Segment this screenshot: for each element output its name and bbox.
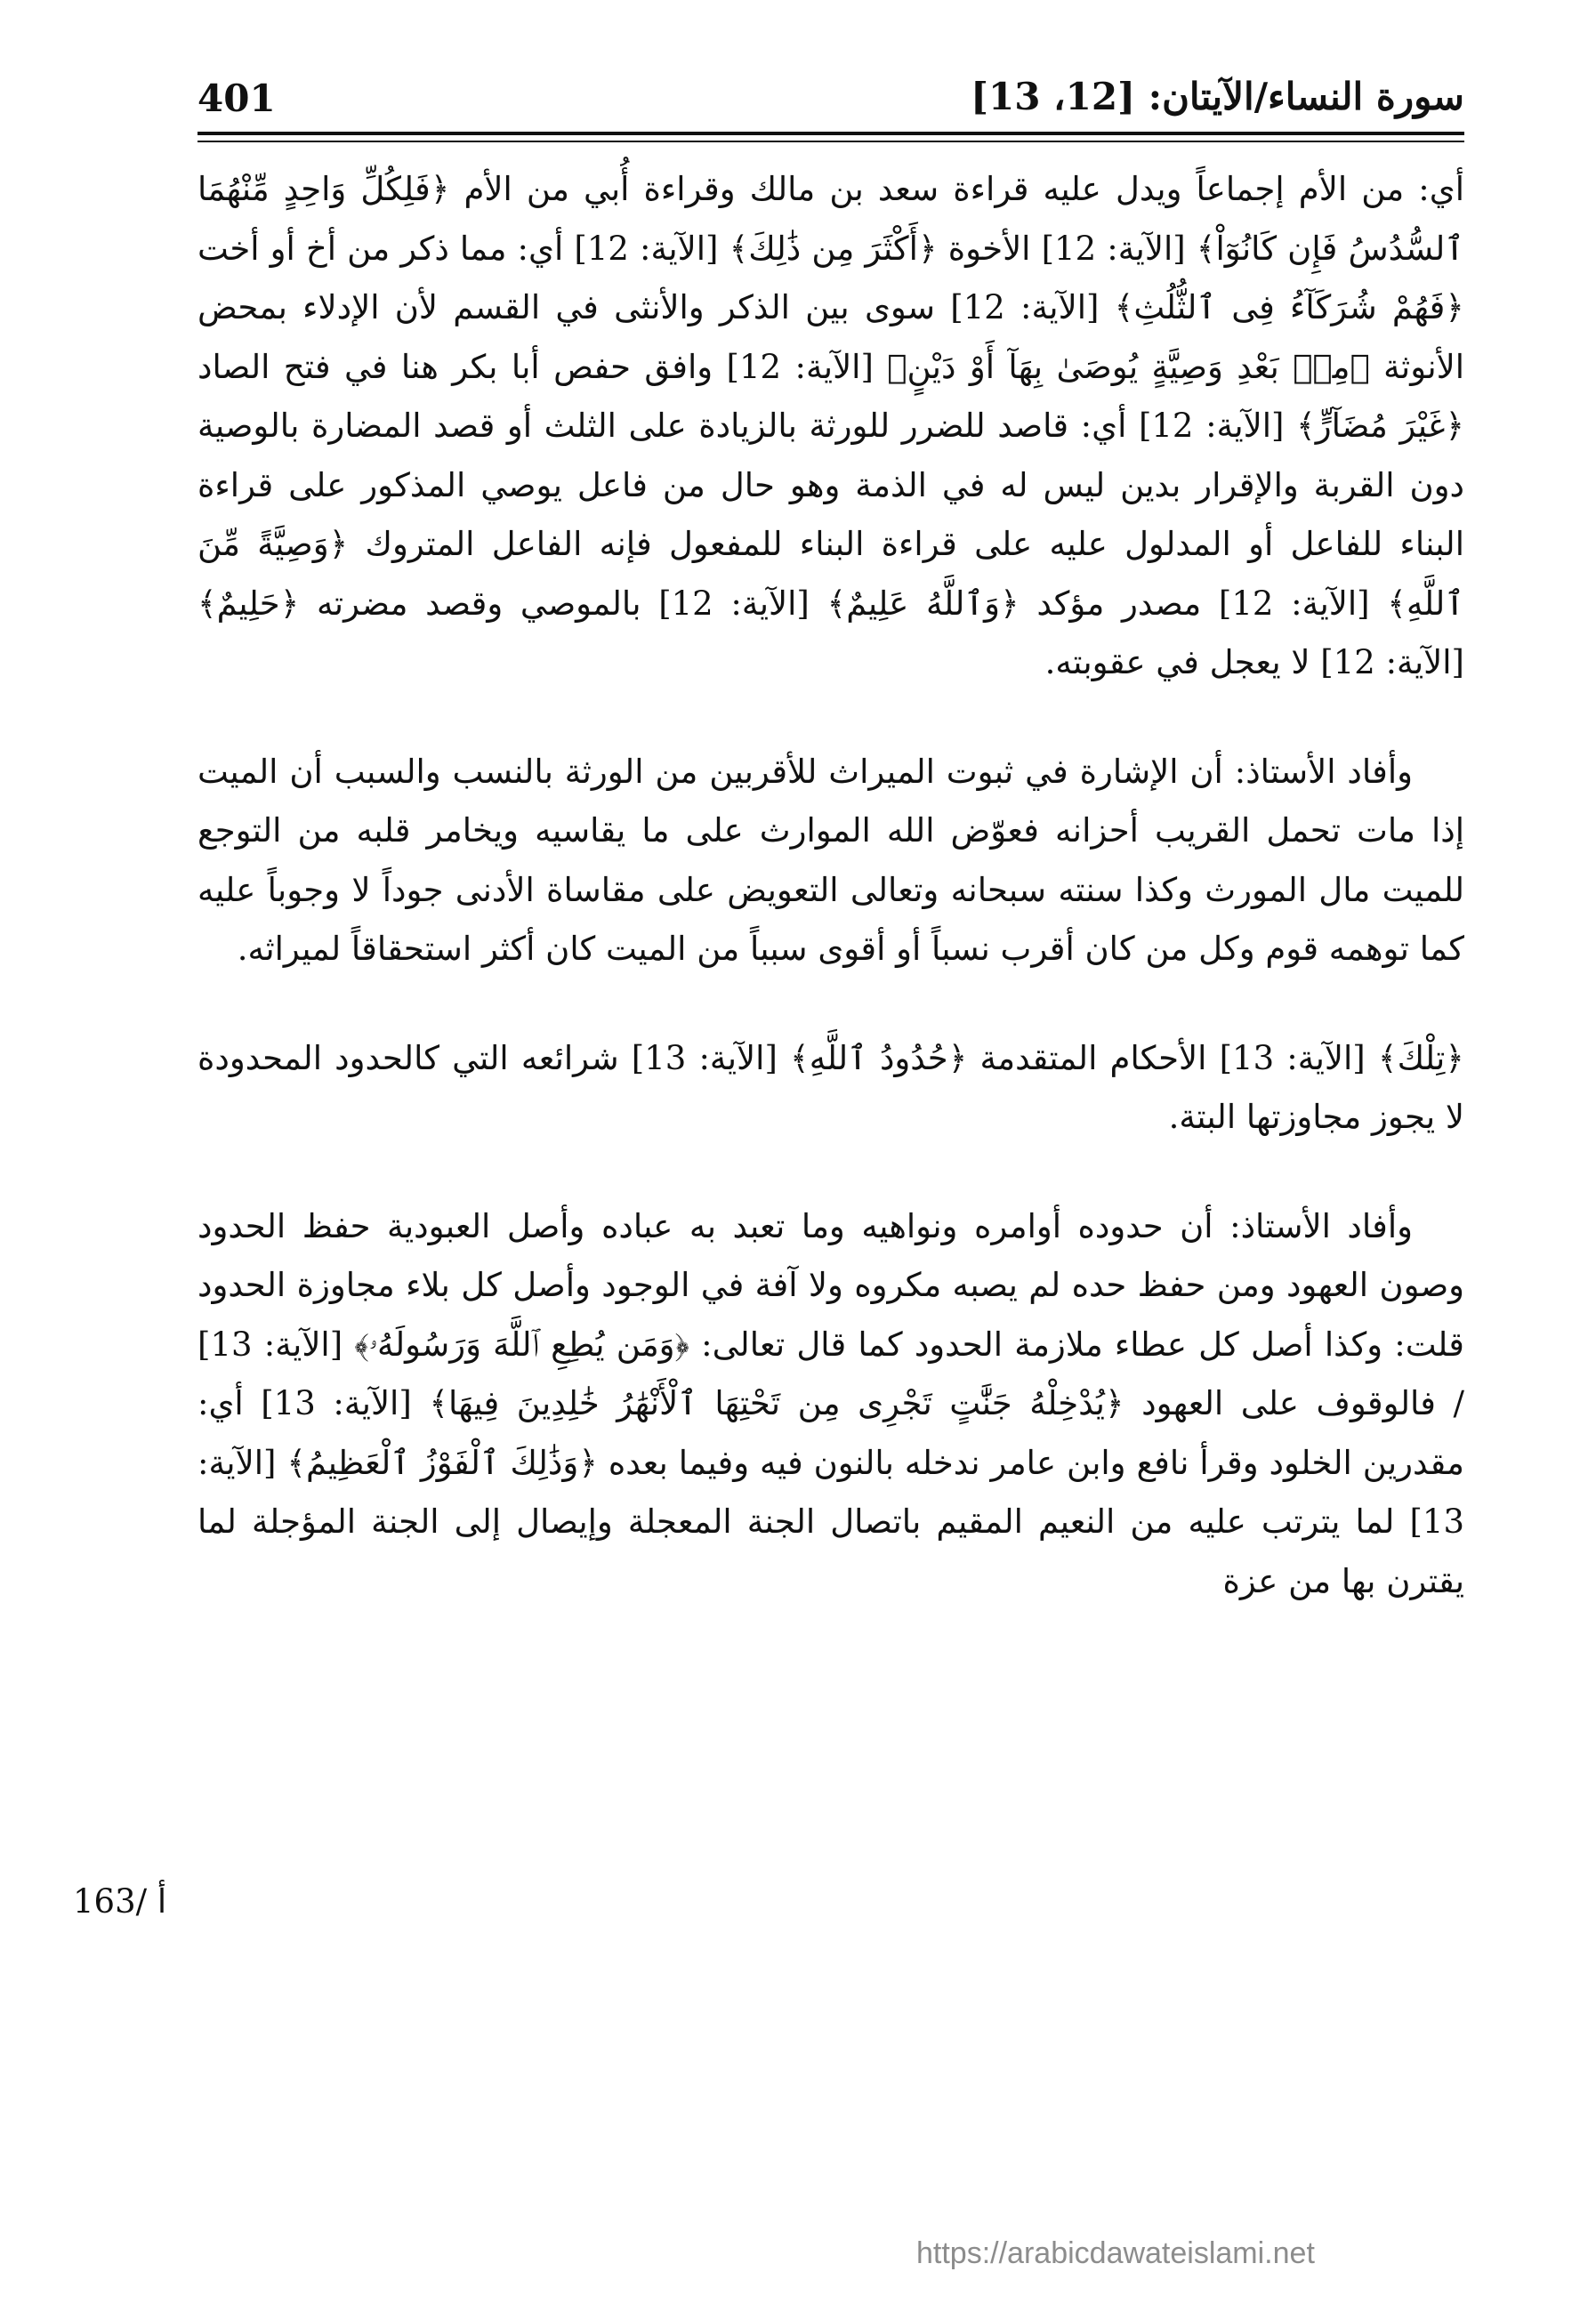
paragraph-commentary-verse-12: أي: من الأم إجماعاً ويدل عليه قراءة سعد بن مالك وقراءة أُبي من الأم ﴿فَلِكُلِّ وَاحِدٍ مِّنْهُمَا ٱلسُّدُسُ فَإِن كَانُوٓاْ﴾ [الآية: 12] الأخوة ﴿أَكْثَرَ مِن ذَٰلِكَ﴾ [الآية: 12] أي: مما ذكر من أخ أو أخت ﴿فَهُمْ شُرَكَآءُ فِى ٱلثُّلُثِ﴾ [الآية: 12] سوى بين الذكر والأنثى في القسم لأن الإدلاء بمحض الأنوثة ﴿مِنۢ بَعْدِ وَصِيَّةٍ يُوصَىٰ بِهَآ أَوْ دَيْنٍ﴾ [الآية: 12] وافق حفص أبا بكر هنا في فتح الصاد ﴿غَيْرَ مُضَآرٍّ﴾ [الآية: 12] أي: قاصد للضرر للورثة بالزيادة على الثلث أو قصد المضارة بالوصية دون القربة والإقرار بدين ليس له في الذمة وهو حال من فاعل يوصي المذكور على قراءة البناء للفاعل أو المدلول عليه على قراءة البناء للمفعول فإنه الفاعل المتروك ﴿وَصِيَّةً مِّنَ ٱللَّهِ﴾ [الآية: 12] مصدر مؤكد ﴿وَٱللَّهُ عَلِيمٌ﴾ [الآية: 12] بالموصي وقصد مضرته ﴿حَلِيمٌ﴾ [الآية: 12] لا يعجل في عقوبته. (197, 170, 1465, 681)
header-rule-thin (197, 141, 1464, 142)
margin-folio-note: 163/ أ (73, 1882, 167, 1921)
paragraph-ustadh-note-1: وأفاد الأستاذ: أن الإشارة في ثبوت الميراث للأقربين من الورثة بالنسب والسبب أن الميت إذا مات تحمل القريب أحزانه فعوّض الله الموارث على ما يقاسيه ويخامر قلبه من التوجع للميت مال المورث وكذا سنته سبحانه وتعالى التعويض على مقاساة الأدنى جوداً لا وجوباً عليه كما توهمه قوم وكل من كان أقرب نسباً أو أقوى سبباً من الميت كان أكثر استحقاقاً لميراثه. (197, 752, 1464, 968)
body-text (197, 160, 1464, 1611)
page-number: 401 (197, 77, 276, 120)
surah-title: سورة النساء/الآيتان: [12، 13] (971, 75, 1464, 118)
paragraph-ustadh-note-2: وأفاد الأستاذ: أن حدوده أوامره ونواهيه وما تعبد به عباده وأصل العبودية حفظ الحدود وصون العهود ومن حفظ حده لم يصبه مكروه ولا آفة في الوجود وأصل كل بلاء مجاوزة الحدود قلت: وكذا أصل كل عطاء ملازمة الحدود كما قال تعالى: ﴿وَمَن يُطِعِ ٱللَّهَ وَرَسُولَهُۥ﴾ [الآية: 13] / فالوقوف على العهود ﴿يُدْخِلْهُ جَنَّٰتٍ تَجْرِى مِن تَحْتِهَا ٱلْأَنْهَٰرُ خَٰلِدِينَ فِيهَا﴾ [الآية: 13] أي: مقدرين الخلود وقرأ نافع وابن عامر ندخله بالنون فيه وفيما بعده ﴿وَذَٰلِكَ ٱلْفَوْزُ ٱلْعَظِيمُ﴾ [الآية: 13] لما يترتب عليه من النعيم المقيم باتصال الجنة المعجلة وإيصال إلى الجنة المؤجلة لما يقترن بها من عزة (197, 1206, 1464, 1600)
paragraph-commentary-verse-13: ﴿تِلْكَ﴾ [الآية: 13] الأحكام المتقدمة ﴿حُدُودُ ٱللَّهِ﴾ [الآية: 13] شرائعه التي كالحدود المحدودة لا يجوز مجاوزتها البتة. (197, 1038, 1464, 1136)
header-rule-thick (197, 132, 1464, 135)
page-header (197, 73, 1464, 126)
watermark-url: https://arabicdawateislami.net (916, 2236, 1315, 2270)
